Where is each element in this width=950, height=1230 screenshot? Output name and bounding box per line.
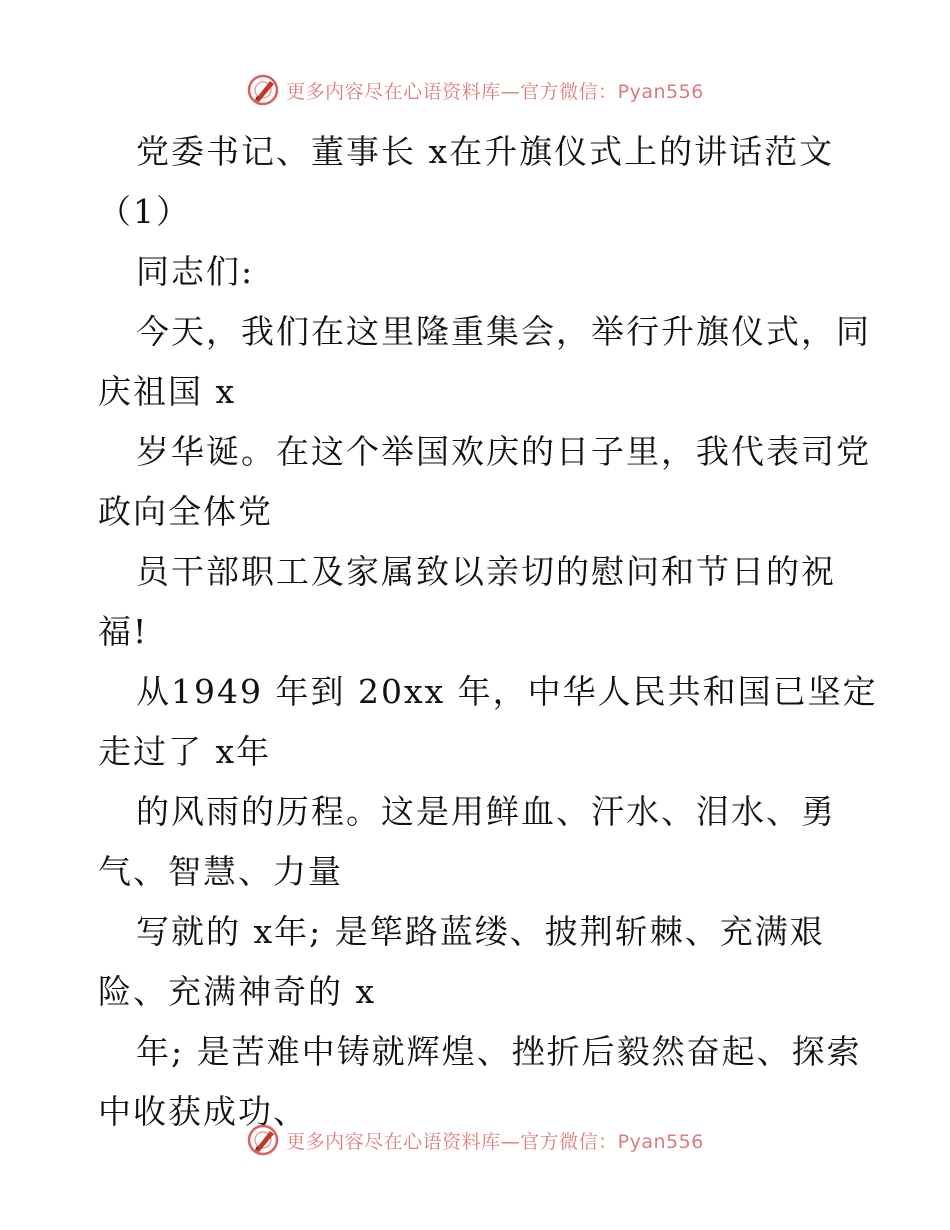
text-line: 写就的 x年; 是筚路蓝缕、披荆斩棘、充满艰	[136, 912, 825, 951]
text-line: 走过了 x年	[98, 732, 272, 771]
text-line: 庆祖国 x	[98, 372, 237, 411]
footer-watermark	[0, 1120, 950, 1160]
text-line: 同志们:	[136, 252, 255, 291]
watermark-text: 更多内容尽在心语资料库—官方微信：Pyan556	[286, 80, 704, 103]
text-line: 气、智慧、力量	[98, 852, 343, 891]
text-line: （1）	[98, 192, 191, 231]
text-line: 年; 是苦难中铸就辉煌、挫折后毅然奋起、探索	[136, 1032, 862, 1071]
text-line: 福!	[98, 612, 149, 651]
text-line: 政向全体党	[98, 492, 273, 531]
pen-logo-icon	[246, 73, 280, 107]
text-line: 员干部职工及家属致以亲切的慰问和节日的祝	[136, 552, 836, 591]
pen-logo-icon	[246, 1123, 280, 1157]
header-watermark	[0, 70, 950, 110]
watermark-text: 更多内容尽在心语资料库—官方微信：Pyan556	[286, 1130, 704, 1153]
text-line: 岁华诞。在这个举国欢庆的日子里，我代表司党	[136, 432, 871, 471]
text-line: 党委书记、董事长 x在升旗仪式上的讲话范文	[136, 132, 835, 171]
text-line: 从1949 年到 20xx 年，中华人民共和国已坚定	[136, 672, 878, 711]
text-line: 今天，我们在这里隆重集会，举行升旗仪式，同	[136, 312, 871, 351]
text-line: 中收获成功、	[98, 1092, 308, 1131]
document-body	[98, 122, 878, 1142]
text-line: 险、充满神奇的 x	[98, 972, 377, 1011]
text-line: 的风雨的历程。这是用鲜血、汗水、泪水、勇	[136, 792, 836, 831]
